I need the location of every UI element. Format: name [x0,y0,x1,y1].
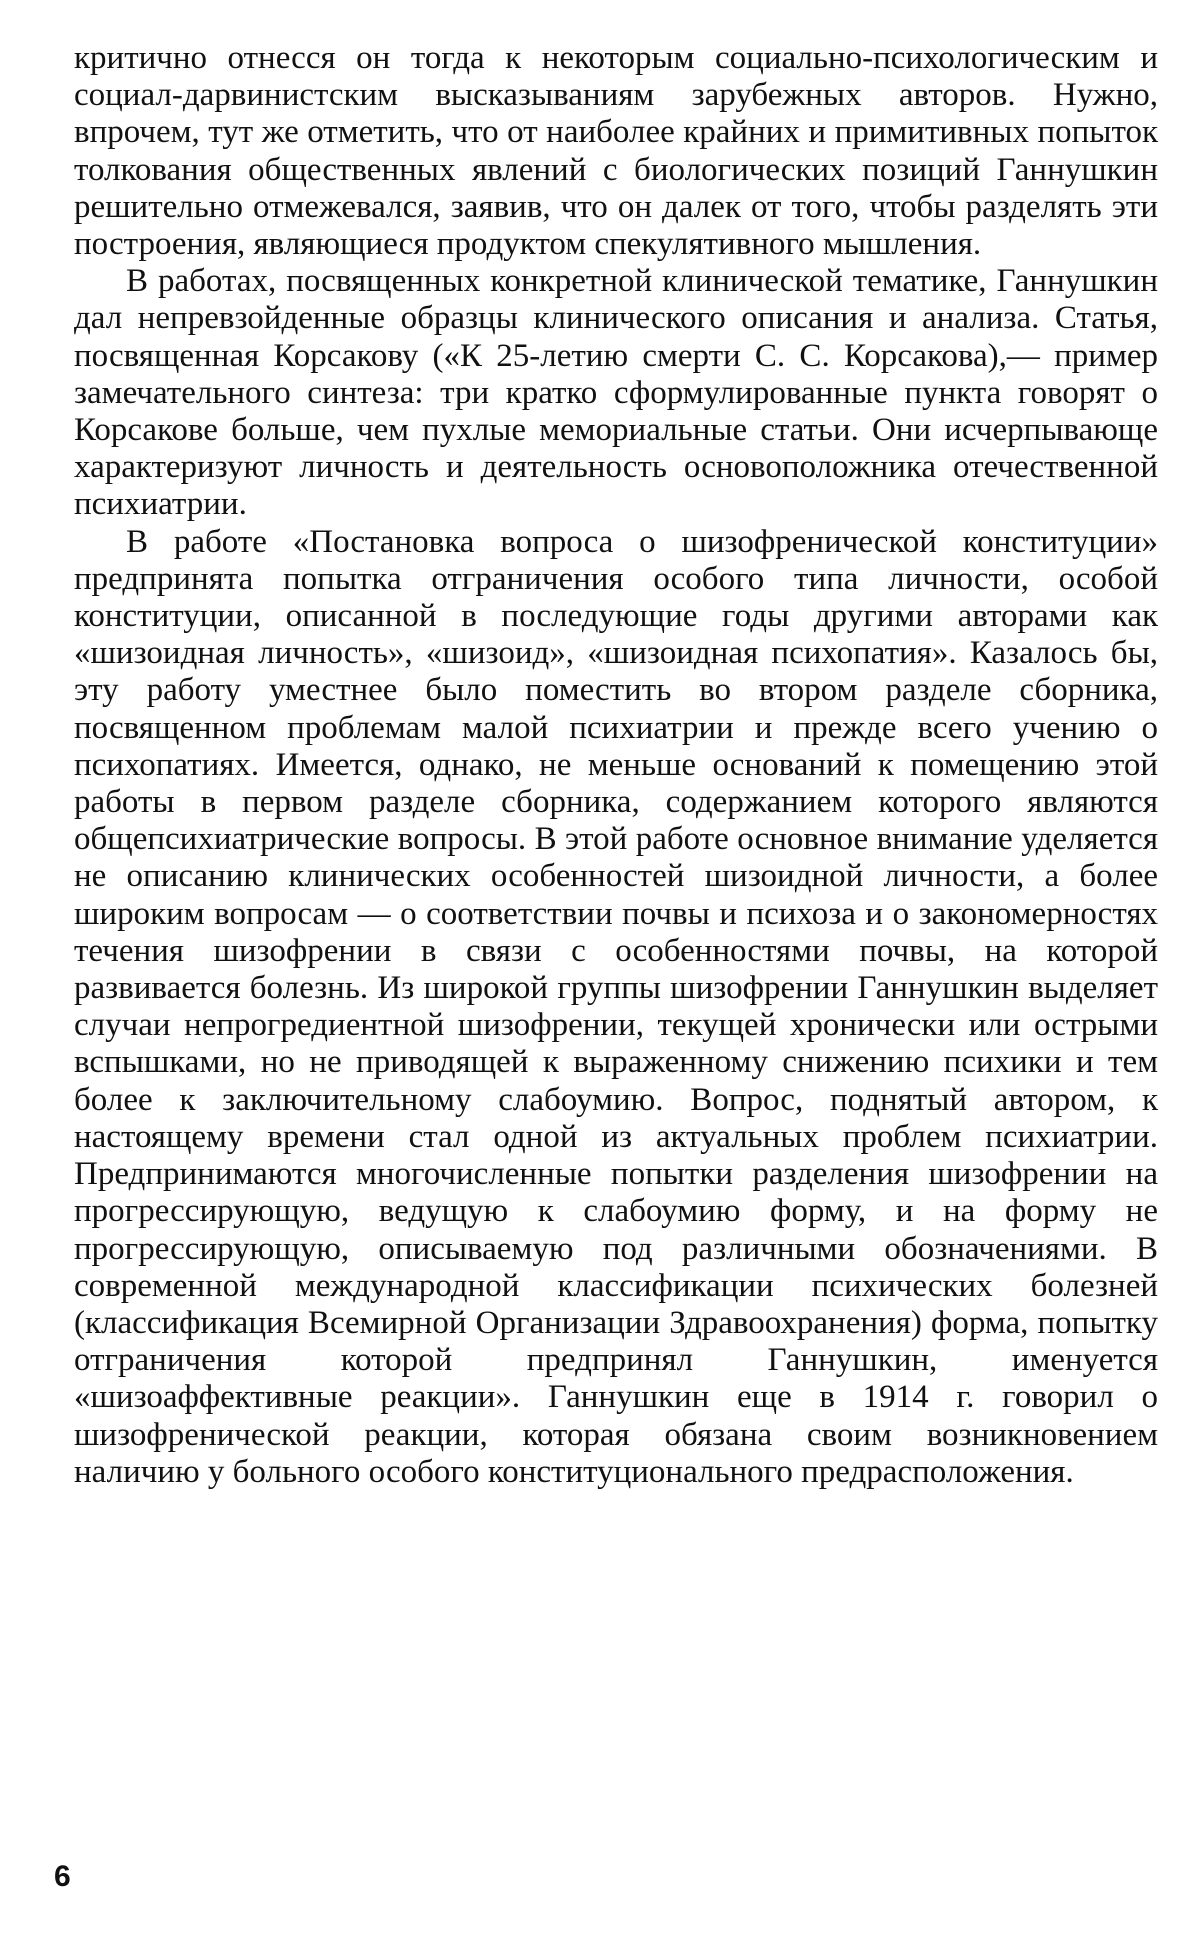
paragraph-2: В работах, посвященных конкретной клинической тематике, Ганнушкин дал непревзойденные образцы клинического описания и анализа. Статья, посвященная Корсакову («К 25-летию смерти С. С. Корсакова),— пример замечательного синтеза: три кратко сформулированные пункта говорят о Корсакове больше, чем пухлые мемориальные статьи. Они исчерпывающе характеризуют личность и деятельность основоположника отечественной психиатрии. [74,263,1158,523]
paragraph-3: В работе «Постановка вопроса о шизофренической конституции» предпринята попытка отграничения особого типа личности, особой конституции, описанной в последующие годы другими авторами как «шизоидная личность», «шизоид», «шизоидная психопатия». Казалось бы, эту работу уместнее было поместить во втором разделе сборника, посвященном проблемам малой психиатрии и прежде всего учению о психопатиях. Имеется, однако, не меньше оснований к помещению этой работы в первом разделе сборника, содержанием которого являются общепсихиатрические вопросы. В этой работе основное внимание уделяется не описанию клинических особенностей шизоидной личности, а более широким вопросам — о соответствии почвы и психоза и о закономерностях течения шизофрении в связи с особенностями почвы, на которой развивается болезнь. Из широкой группы шизофрении Ганнушкин выделяет случаи непрогредиентной шизофрении, текущей хронически или острыми вспышками, но не приводящей к выраженному снижению психики и тем более к заключительному слабоумию. Вопрос, поднятый автором, к настоящему времени стал одной из актуальных проблем психиатрии. Предпринимаются многочисленные попытки разделения шизофрении на прогрессирующую, ведущую к слабоумию форму, и на форму не прогрессирующую, описываемую под различными обозначениями. В современной международной классификации психических болезней (классификация Всемирной Организации Здравоохранения) форма, попытку отграничения которой предпринял Ганнушкин, именуется «шизоаффективные реакции». Ганнушкин еще в 1914 г. говорил о шизофренической реакции, которая обязана своим возникновением наличию у больного особого конституционального предрасположения. [74,523,1158,1490]
page-number: 6 [54,1860,71,1893]
paragraph-1: критично отнесся он тогда к некоторым социально-психологическим и социал-дарвинистским высказываниям зарубежных авторов. Нужно, впрочем, тут же отметить, что от наиболее крайних и примитивных попыток толкования общественных явлений с биологических позиций Ганнушкин решительно отмежевался, заявив, что он далек от того, чтобы разделять эти построения, являющиеся продуктом спекулятивного мышления. [74,40,1158,263]
document-body [74,40,1158,1491]
